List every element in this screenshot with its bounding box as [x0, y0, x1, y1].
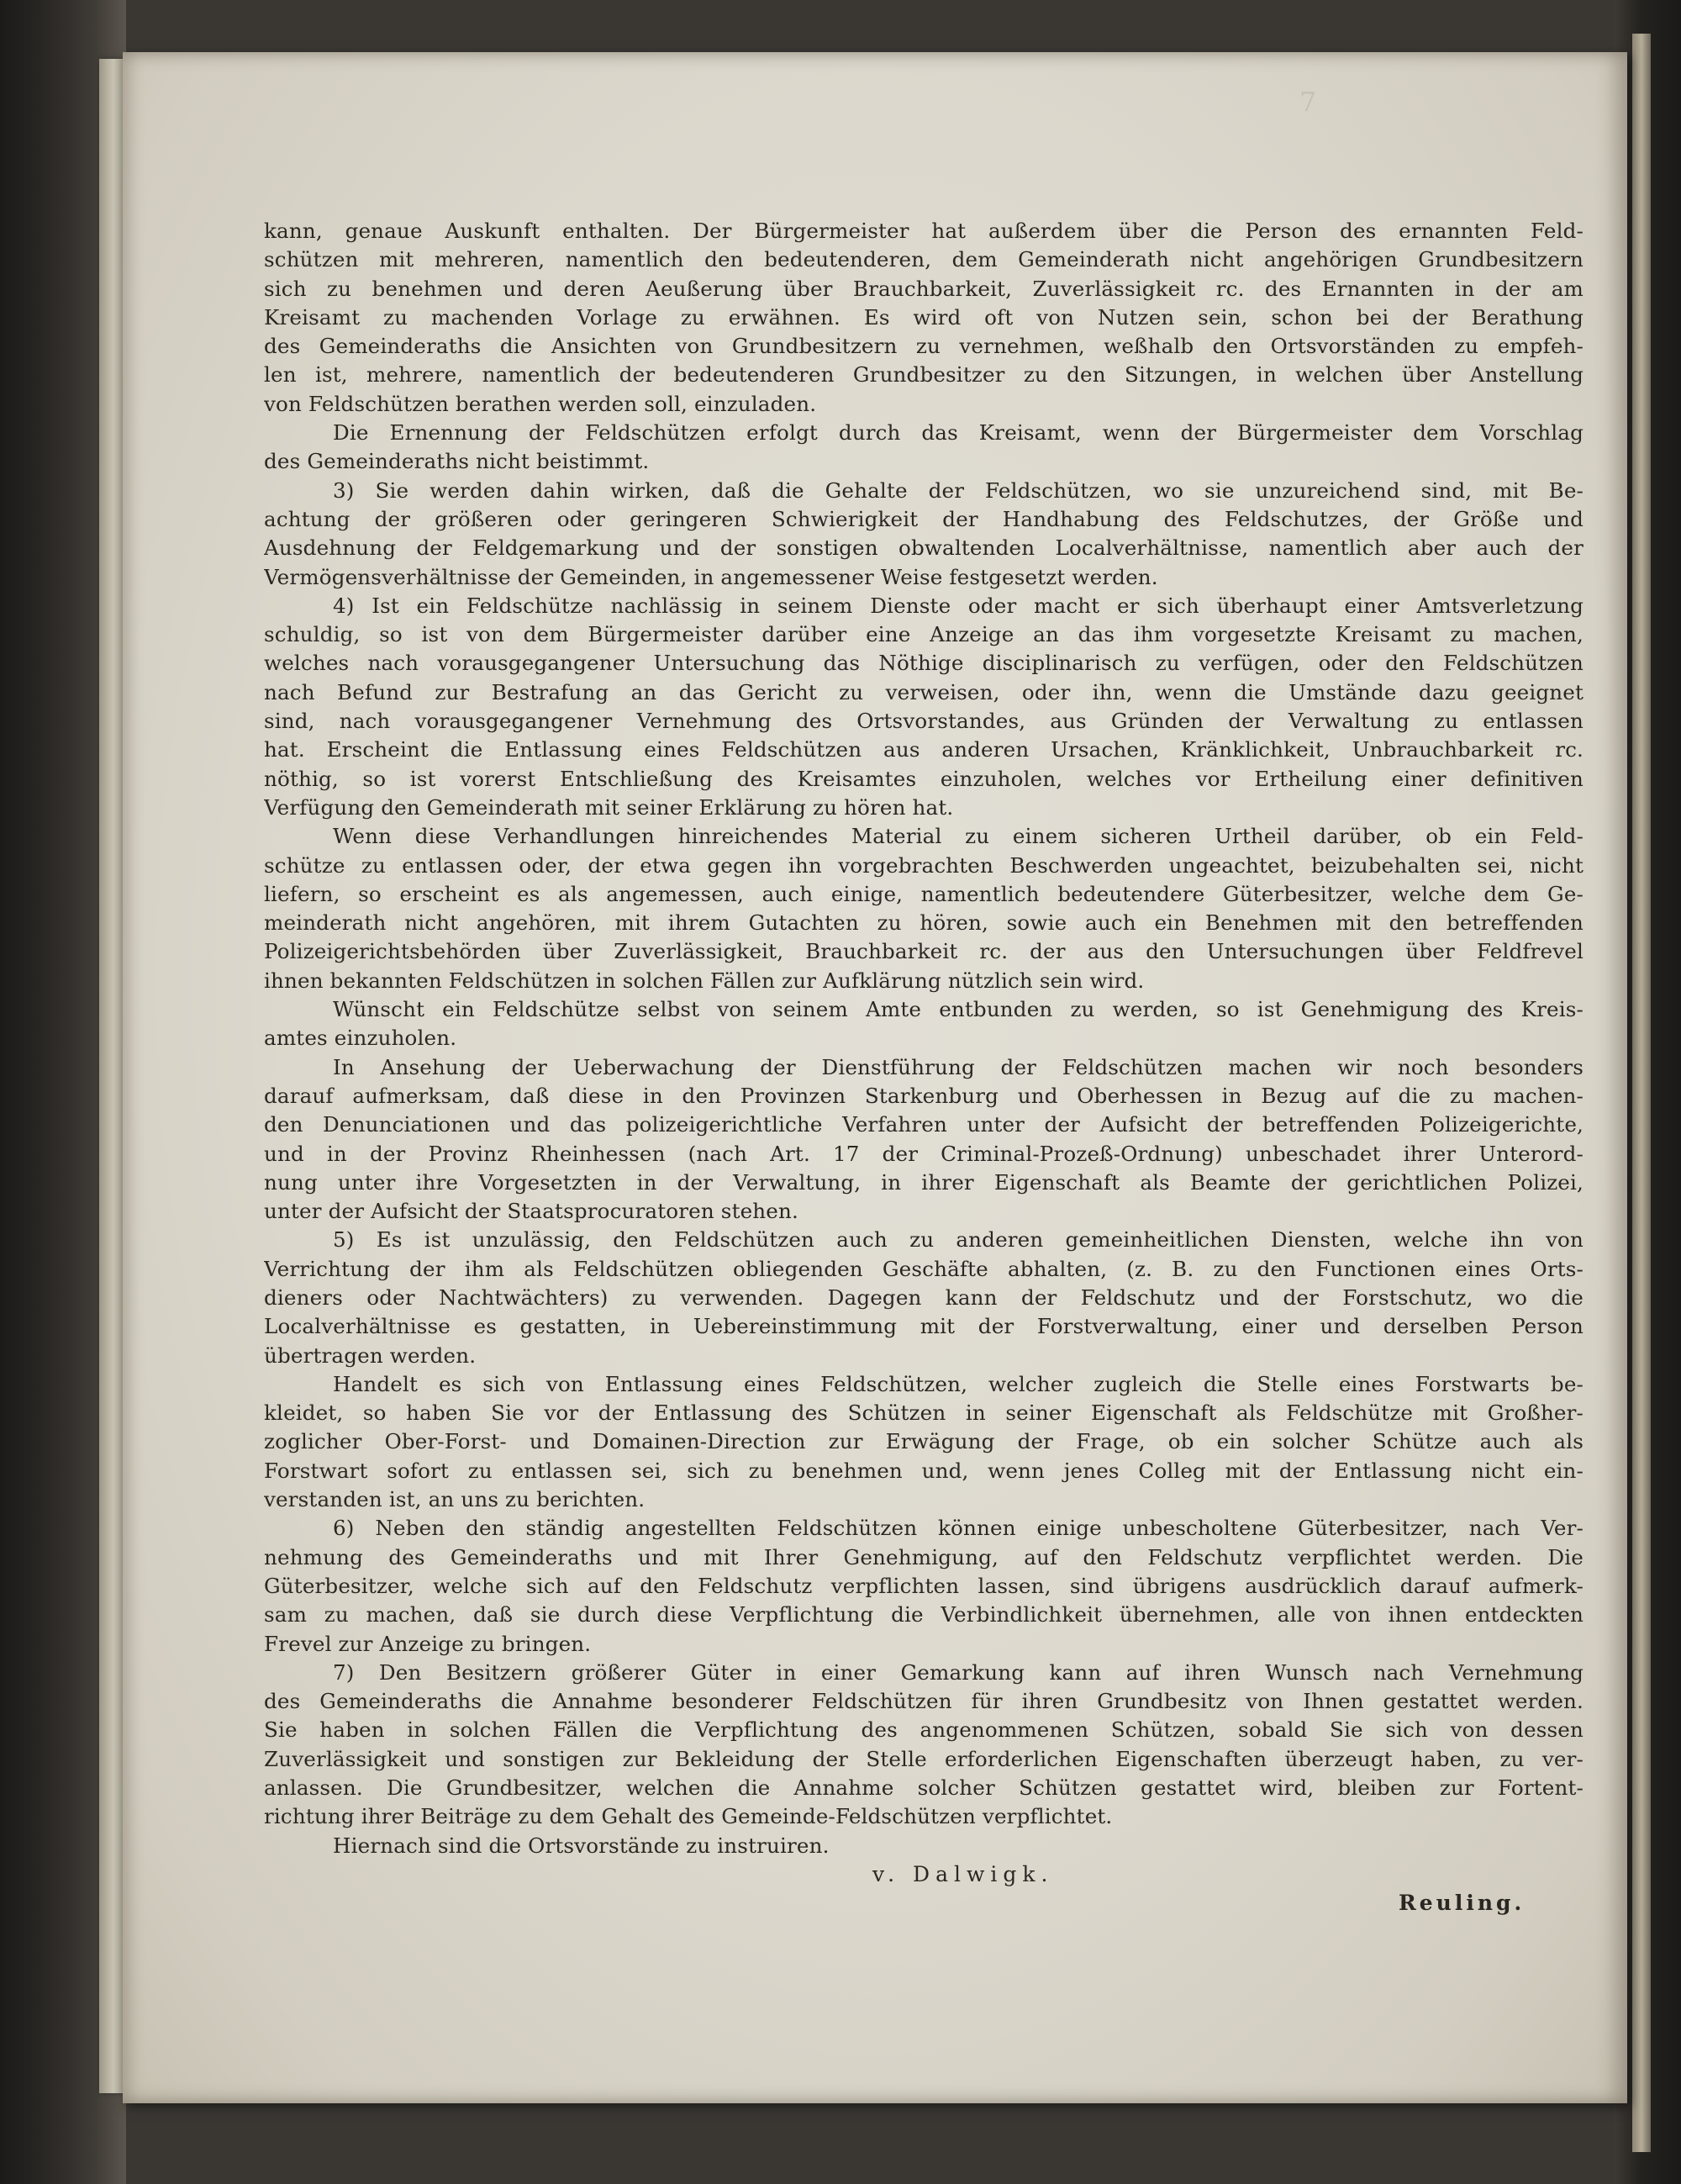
text-line: des Gemeinderaths die Ansichten von Grundbesitzern zu vernehmen, weßhalb den Ortsvorständen zu empfeh- — [264, 334, 1584, 359]
text-line: welches nach vorausgegangener Untersuchung das Nöthige disciplinarisch zu verfügen, oder den Feldschützen — [264, 651, 1584, 676]
text-line: len ist, mehrere, namentlich der bedeutenderen Grundbesitzer zu den Sitzungen, in welchen über Anstellung — [264, 362, 1584, 388]
paragraph-6-gueterbesitzer — [264, 1514, 1584, 1658]
text-line: verstanden ist, an uns zu berichten. — [264, 1487, 646, 1512]
text-line: darauf aufmerksam, daß diese in den Provinzen Starkenburg und Oberhessen in Bezug auf die zu machen- — [264, 1083, 1584, 1108]
text-line: Wenn diese Verhandlungen hinreichendes Material zu einem sicheren Urtheil darüber, ob ein Feld- — [333, 824, 1584, 849]
text-line: Handelt es sich von Entlassung eines Feldschützen, welcher zugleich die Stelle eines Forstwarts be- — [333, 1371, 1584, 1396]
text-line: schuldig, so ist von dem Bürgermeister darüber eine Anzeige an das ihm vorgesetzte Kreisamt zu machen, — [264, 622, 1584, 647]
left-page-edge — [99, 59, 123, 2093]
text-line: und in der Provinz Rheinhessen (nach Art. 17 der Criminal-Prozeß-Ordnung) unbeschadet ihrer Unterord- — [264, 1141, 1584, 1166]
text-line: Frevel zur Anzeige zu bringen. — [264, 1631, 592, 1656]
text-line: 6) Neben den ständig angestellten Feldschützen können einige unbescholtene Güterbesitzer, nach Ver- — [333, 1516, 1584, 1541]
text-line: amtes einzuholen. — [264, 1026, 457, 1051]
text-line: zoglicher Ober-Forst- und Domainen-Direction zur Erwägung der Frage, ob ein solcher Schütze auch als — [264, 1429, 1584, 1454]
text-line: nach Befund zur Bestrafung an das Gericht zu verweisen, oder ihn, wenn die Umstände dazu geeignet — [264, 679, 1584, 704]
text-line: 7) Den Besitzern größerer Güter in einer Gemarkung kann auf ihren Wunsch nach Vernehmung — [333, 1659, 1584, 1685]
text-line: Localverhältnisse es gestatten, in Uebereinstimmung mit der Forstverwaltung, einer und derselben Person — [264, 1314, 1584, 1339]
text-line: von Feldschützen berathen werden soll, einzuladen. — [264, 391, 817, 416]
text-line: meinderath nicht angehören, mit ihrem Gutachten zu hören, sowie auch ein Benehmen mit den betreffenden — [264, 910, 1584, 936]
paragraph-entbindung — [264, 995, 1584, 1053]
signature-dalwigk: v. Dalwigk. — [872, 1861, 1054, 1886]
text-line: Verrichtung der ihm als Feldschützen obliegenden Geschäfte abhalten, (z. B. zu den Functionen eines Orts- — [264, 1256, 1584, 1281]
text-line: anlassen. Die Grundbesitzer, welchen die Annahme solcher Schützen gestattet wird, bleiben zur Fortent- — [264, 1775, 1584, 1801]
text-line: 3) Sie werden dahin wirken, daß die Gehalte der Feldschützen, wo sie unzureichend sind, mit Be- — [333, 477, 1584, 503]
text-line: sam zu machen, daß sie durch diese Verpflichtung die Verbindlichkeit übernehmen, alle von ihnen entdeckten — [264, 1602, 1584, 1627]
paragraph-forstwart — [264, 1370, 1584, 1514]
text-line: dieners oder Nachtwächters) zu verwenden. Dagegen kann der Feldschutz und der Forstschutz, wo die — [264, 1285, 1584, 1310]
text-line: übertragen werden. — [264, 1343, 477, 1368]
text-line: ihnen bekannten Feldschützen in solchen Fällen zur Aufklärung nützlich sein wird. — [264, 968, 1145, 993]
text-line: Die Ernennung der Feldschützen erfolgt durch das Kreisamt, wenn der Bürgermeister dem Vorschlag — [333, 420, 1584, 446]
text-line: nehmung des Gemeinderaths und mit Ihrer Genehmigung, auf den Feldschutz verpflichtet werden. Die — [264, 1544, 1584, 1569]
text-line: hat. Erscheint die Entlassung eines Feldschützen aus anderen Ursachen, Kränklichkeit, Unbrauchbarkeit rc. — [264, 737, 1584, 762]
text-line: schützen mit mehreren, namentlich den bedeutenderen, dem Gemeinderath nicht angehörigen Grundbesitzern — [264, 247, 1584, 272]
document-page — [123, 52, 1627, 2103]
text-line: Forstwart sofort zu entlassen sei, sich zu benehmen und, wenn jenes Colleg mit der Entlassung nicht ein- — [264, 1458, 1584, 1483]
paragraph-ernennung — [264, 419, 1584, 477]
signature-block — [264, 1860, 1584, 1915]
text-line: kleidet, so haben Sie vor der Entlassung des Schützen in seiner Eigenschaft als Feldschütze mit Großher- — [264, 1401, 1584, 1426]
text-line: Wünscht ein Feldschütze selbst von seinem Amte entbunden zu werden, so ist Genehmigung des Kreis- — [333, 997, 1584, 1022]
text-line: nung unter ihre Vorgesetzten in der Verwaltung, in ihrer Eigenschaft als Beamte der gerichtlichen Polizei, — [264, 1169, 1584, 1195]
page-number: 7 — [1299, 86, 1317, 118]
paragraph-ortsvorstand-auskunft — [264, 217, 1584, 419]
text-line: Sie haben in solchen Fällen die Verpflichtung des angenommenen Schützen, sobald Sie sich von dessen — [264, 1717, 1584, 1743]
text-line: 4) Ist ein Feldschütze nachlässig in seinem Dienste oder macht er sich überhaupt einer Amtsverletzung — [333, 593, 1584, 618]
text-line: liefern, so erscheint es als angemessen, auch einige, namentlich bedeutendere Güterbesitzer, welche dem Ge- — [264, 881, 1584, 906]
text-line: Güterbesitzer, welche sich auf den Feldschutz verpflichten lassen, sind übrigens ausdrücklich darauf aufmerk- — [264, 1573, 1584, 1598]
body-text — [264, 217, 1584, 1915]
text-line: In Ansehung der Ueberwachung der Dienstführung der Feldschützen machen wir noch besonders — [333, 1054, 1584, 1079]
text-line: Hiernach sind die Ortsvorstände zu instruiren. — [333, 1833, 830, 1858]
paragraph-verhandlungen — [264, 822, 1584, 995]
text-line: Ausdehnung der Feldgemarkung und der sonstigen obwaltenden Localverhältnisse, namentlich aber auch der — [264, 535, 1584, 561]
text-line: Zuverlässigkeit und sonstigen zur Bekleidung der Stelle erforderlichen Eigenschaften überzeugt haben, zu ver- — [264, 1746, 1584, 1771]
text-line: unter der Aufsicht der Staatsprocuratoren stehen. — [264, 1199, 798, 1224]
text-line: richtung ihrer Beiträge zu dem Gehalt des Gemeinde-Feldschützen verpflichtet. — [264, 1804, 1113, 1829]
paragraph-closing — [264, 1832, 1584, 1860]
text-line: kann, genaue Auskunft enthalten. Der Bürgermeister hat außerdem über die Person des ernannten Feld- — [264, 219, 1584, 243]
paragraph-ueberwachung — [264, 1053, 1584, 1227]
right-page-edge — [1632, 34, 1651, 2152]
text-line: sind, nach vorausgegangener Vernehmung des Ortsvorstandes, aus Gründen der Verwaltung zu entlassen — [264, 709, 1584, 734]
text-line: Polizeigerichtsbehörden über Zuverlässigkeit, Brauchbarkeit rc. der aus den Untersuchungen über Feldfrevel — [264, 939, 1584, 964]
text-line: schütze zu entlassen oder, der etwa gegen ihn vorgebrachten Beschwerden ungeachtet, beizubehalten sei, nicht — [264, 852, 1584, 878]
text-line: des Gemeinderaths nicht beistimmt. — [264, 449, 650, 474]
text-line: Vermögensverhältnisse der Gemeinden, in angemessener Weise festgesetzt werden. — [264, 564, 1158, 589]
text-line: sich zu benehmen und deren Aeußerung über Brauchbarkeit, Zuverlässigkeit rc. des Ernannten in der am — [264, 276, 1584, 301]
paragraph-7-besitzer — [264, 1659, 1584, 1832]
text-line: achtung der größeren oder geringeren Schwierigkeit der Handhabung des Feldschutzes, der Größe und — [264, 506, 1584, 531]
text-line: Kreisamt zu machenden Vorlage zu erwähnen. Es wird oft von Nutzen sein, schon bei der Berathung — [264, 304, 1584, 330]
paragraph-5-unzulaessig — [264, 1226, 1584, 1369]
text-line: den Denunciationen und das polizeigerichtliche Verfahren unter der Aufsicht der betreffenden Polizeigerichte, — [264, 1112, 1584, 1137]
text-line: des Gemeinderaths die Annahme besonderer Feldschützen für ihren Grundbesitz von Ihnen gestattet werden. — [264, 1689, 1584, 1714]
text-line: Verfügung den Gemeinderath mit seiner Erklärung zu hören hat. — [264, 794, 954, 820]
paragraph-4-amtsverletzung — [264, 592, 1584, 822]
paragraph-3-gehalte — [264, 477, 1584, 592]
text-line: 5) Es ist unzulässig, den Feldschützen auch zu anderen gemeinheitlichen Diensten, welche ihn von — [333, 1227, 1584, 1253]
signature-reuling: Reuling. — [1399, 1890, 1526, 1915]
text-line: nöthig, so ist vorerst Entschließung des Kreisamtes einzuholen, welches vor Ertheilung einer definitiven — [264, 766, 1584, 791]
